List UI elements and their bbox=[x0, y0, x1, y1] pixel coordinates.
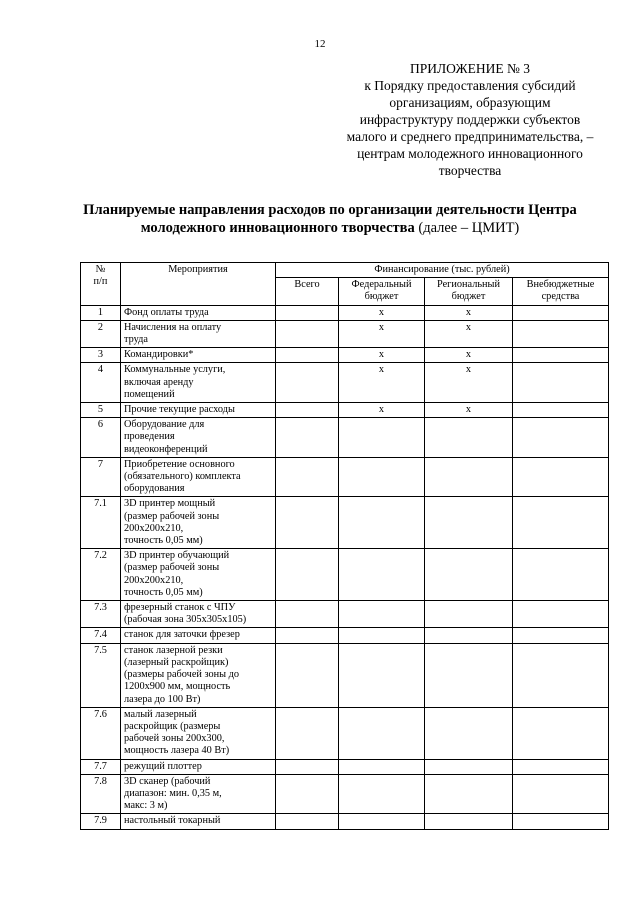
cell-federal bbox=[339, 497, 425, 549]
cell-total bbox=[276, 497, 339, 549]
cell-regional bbox=[425, 643, 513, 707]
activity-line: (лазерный раскройщик) bbox=[124, 656, 229, 668]
cell-extrabudget bbox=[513, 759, 609, 774]
cell-federal: х bbox=[339, 320, 425, 347]
row-activity bbox=[121, 549, 276, 601]
cell-total bbox=[276, 348, 339, 363]
page-number: 12 bbox=[314, 38, 326, 50]
cell-regional: х bbox=[425, 348, 513, 363]
header-regional-line: бюджет bbox=[451, 291, 486, 303]
cell-extrabudget bbox=[513, 774, 609, 814]
cell-federal: х bbox=[339, 348, 425, 363]
activity-line: (размер рабочей зоны bbox=[124, 562, 220, 574]
activity-line: Прочие текущие расходы bbox=[124, 404, 235, 416]
title-bold-line-2: молодежного инновационного творчества bbox=[140, 220, 415, 236]
cell-extrabudget bbox=[513, 348, 609, 363]
row-number: 7.1 bbox=[81, 497, 121, 549]
cell-extrabudget bbox=[513, 814, 609, 829]
appendix-line: ПРИЛОЖЕНИЕ № 3 bbox=[409, 61, 531, 76]
row-number: 4 bbox=[81, 363, 121, 403]
cell-regional bbox=[425, 549, 513, 601]
activity-line: 3D сканер (рабочий bbox=[124, 775, 211, 787]
cell-federal bbox=[339, 707, 425, 759]
appendix-line: к Порядку предоставления субсидий bbox=[364, 78, 576, 93]
cell-total bbox=[276, 759, 339, 774]
appendix-line: малого и среднего предпринимательства, – bbox=[346, 129, 594, 144]
activity-line: Приобретение основного bbox=[124, 458, 235, 470]
row-activity bbox=[121, 628, 276, 643]
cell-regional bbox=[425, 774, 513, 814]
activity-line: Командировки* bbox=[124, 349, 194, 361]
appendix-line: инфраструктуру поддержки субъектов bbox=[359, 112, 581, 127]
table-row bbox=[81, 601, 609, 628]
activity-line: точность 0,05 мм) bbox=[124, 586, 203, 598]
row-activity bbox=[121, 305, 276, 320]
cell-federal bbox=[339, 643, 425, 707]
header-financing: Финансирование (тыс. рублей) bbox=[276, 263, 609, 278]
cell-total bbox=[276, 457, 339, 497]
activity-line: (рабочая зона 305х305х105) bbox=[124, 614, 247, 626]
activity-line: проведения bbox=[124, 431, 175, 443]
cell-federal bbox=[339, 601, 425, 628]
row-activity bbox=[121, 814, 276, 829]
table-row bbox=[81, 549, 609, 601]
appendix-line: организациям, образующим bbox=[389, 95, 551, 110]
cell-extrabudget bbox=[513, 601, 609, 628]
cell-extrabudget bbox=[513, 363, 609, 403]
table-body bbox=[81, 305, 609, 829]
table-row bbox=[81, 497, 609, 549]
table-row bbox=[81, 774, 609, 814]
table-row bbox=[81, 643, 609, 707]
cell-federal: х bbox=[339, 305, 425, 320]
cell-extrabudget bbox=[513, 403, 609, 418]
header-regional bbox=[425, 278, 513, 305]
table-row bbox=[81, 759, 609, 774]
cell-total bbox=[276, 774, 339, 814]
row-activity bbox=[121, 774, 276, 814]
activity-line: малый лазерный bbox=[124, 708, 197, 720]
cell-total bbox=[276, 814, 339, 829]
header-extrabudget-line: Внебюджетные bbox=[526, 279, 595, 291]
activity-line: фрезерный станок с ЧПУ bbox=[124, 602, 236, 614]
activity-line: (размер рабочей зоны bbox=[124, 510, 220, 522]
cell-total bbox=[276, 601, 339, 628]
cell-extrabudget bbox=[513, 418, 609, 458]
title-bold-line-1: Планируемые направления расходов по организации деятельности Центра bbox=[83, 202, 577, 218]
table-row bbox=[81, 418, 609, 458]
table-row bbox=[81, 320, 609, 347]
table-row bbox=[81, 348, 609, 363]
table-row bbox=[81, 707, 609, 759]
cell-total bbox=[276, 643, 339, 707]
row-activity bbox=[121, 403, 276, 418]
cell-regional bbox=[425, 457, 513, 497]
title-suffix: (далее – ЦМИТ) bbox=[414, 220, 520, 236]
header-extrabudget-line: средства bbox=[541, 291, 580, 303]
activity-line: Начисления на оплату bbox=[124, 321, 222, 333]
row-number: 7.3 bbox=[81, 601, 121, 628]
cell-total bbox=[276, 320, 339, 347]
row-number: 7.8 bbox=[81, 774, 121, 814]
activity-line: станок для заточки фрезер bbox=[124, 629, 240, 641]
row-number: 7.2 bbox=[81, 549, 121, 601]
activity-line: раскройщик (размеры bbox=[124, 720, 221, 732]
row-activity bbox=[121, 363, 276, 403]
table-row bbox=[81, 305, 609, 320]
cell-total bbox=[276, 403, 339, 418]
activity-line: Фонд оплаты труда bbox=[124, 306, 209, 318]
cell-regional bbox=[425, 759, 513, 774]
table-row bbox=[81, 814, 609, 829]
row-activity bbox=[121, 320, 276, 347]
activity-line: точность 0,05 мм) bbox=[124, 535, 203, 547]
activity-line: 1200х900 мм, мощность bbox=[124, 681, 231, 693]
cell-regional: х bbox=[425, 363, 513, 403]
cell-federal bbox=[339, 549, 425, 601]
activity-line: 200х200х210, bbox=[124, 522, 184, 534]
cell-federal bbox=[339, 774, 425, 814]
activity-line: Оборудование для bbox=[124, 419, 205, 431]
activity-line: мощность лазера 40 Вт) bbox=[124, 745, 230, 757]
activity-line: (размеры рабочей зоны до bbox=[124, 669, 240, 681]
activity-line: настольный токарный bbox=[124, 815, 221, 827]
row-activity bbox=[121, 601, 276, 628]
activity-line: режущий плоттер bbox=[124, 760, 202, 772]
row-number: 7.5 bbox=[81, 643, 121, 707]
cell-extrabudget bbox=[513, 643, 609, 707]
row-activity bbox=[121, 707, 276, 759]
cell-federal bbox=[339, 418, 425, 458]
cell-extrabudget bbox=[513, 457, 609, 497]
row-activity bbox=[121, 497, 276, 549]
activity-line: 3D принтер мощный bbox=[124, 498, 216, 510]
row-number: 7.9 bbox=[81, 814, 121, 829]
cell-total bbox=[276, 305, 339, 320]
activity-line: оборудования bbox=[124, 483, 185, 495]
activity-line: видеоконференций bbox=[124, 443, 208, 455]
cell-federal bbox=[339, 457, 425, 497]
document-title bbox=[60, 201, 600, 237]
activity-line: лазера до 100 Вт) bbox=[124, 693, 201, 705]
activity-line: (обязательного) комплекта bbox=[124, 471, 241, 483]
cell-extrabudget bbox=[513, 628, 609, 643]
appendix-line: творчества bbox=[438, 163, 502, 178]
cell-regional bbox=[425, 814, 513, 829]
activity-line: Коммунальные услуги, bbox=[124, 364, 226, 376]
cell-extrabudget bbox=[513, 549, 609, 601]
row-number: 7 bbox=[81, 457, 121, 497]
table-row bbox=[81, 628, 609, 643]
activity-line: 3D принтер обучающий bbox=[124, 550, 230, 562]
row-number: 5 bbox=[81, 403, 121, 418]
header-federal-line: Федеральный bbox=[351, 279, 412, 291]
header-total: Всего bbox=[276, 278, 339, 305]
row-activity bbox=[121, 348, 276, 363]
cell-extrabudget bbox=[513, 320, 609, 347]
header-num bbox=[81, 263, 121, 306]
row-number: 3 bbox=[81, 348, 121, 363]
activity-line: труда bbox=[124, 334, 148, 346]
cell-regional bbox=[425, 628, 513, 643]
activity-line: включая аренду bbox=[124, 376, 194, 388]
header-regional-line: Региональный bbox=[437, 279, 500, 291]
table-row bbox=[81, 403, 609, 418]
cell-regional: х bbox=[425, 305, 513, 320]
table-row bbox=[81, 457, 609, 497]
activity-line: помещений bbox=[124, 388, 175, 400]
cell-regional bbox=[425, 707, 513, 759]
header-extrabudget bbox=[513, 278, 609, 305]
row-number: 7.6 bbox=[81, 707, 121, 759]
activity-line: диапазон: мин. 0,35 м, bbox=[124, 787, 222, 799]
cell-total bbox=[276, 418, 339, 458]
activity-line: станок лазерной резки bbox=[124, 644, 223, 656]
cell-total bbox=[276, 707, 339, 759]
cell-federal: х bbox=[339, 363, 425, 403]
header-federal-line: бюджет bbox=[364, 291, 399, 303]
cell-federal bbox=[339, 759, 425, 774]
row-activity bbox=[121, 457, 276, 497]
expenses-table bbox=[80, 262, 609, 830]
header-federal bbox=[339, 278, 425, 305]
cell-regional bbox=[425, 418, 513, 458]
header-activity: Мероприятия bbox=[121, 263, 276, 306]
activity-line: рабочей зоны 200х300, bbox=[124, 733, 225, 745]
header-num-line: № bbox=[95, 264, 106, 275]
activity-line: макс: 3 м) bbox=[124, 800, 168, 812]
activity-line: 200х200х210, bbox=[124, 574, 184, 586]
cell-federal bbox=[339, 628, 425, 643]
table-row bbox=[81, 363, 609, 403]
row-number: 2 bbox=[81, 320, 121, 347]
cell-total bbox=[276, 549, 339, 601]
cell-regional: х bbox=[425, 403, 513, 418]
row-activity bbox=[121, 643, 276, 707]
row-number: 7.7 bbox=[81, 759, 121, 774]
cell-regional bbox=[425, 601, 513, 628]
header-num-line: п/п bbox=[93, 276, 108, 288]
row-number: 7.4 bbox=[81, 628, 121, 643]
row-activity bbox=[121, 759, 276, 774]
cell-federal: х bbox=[339, 403, 425, 418]
appendix-line: центрам молодежного инновационного bbox=[357, 146, 583, 161]
row-activity bbox=[121, 418, 276, 458]
cell-regional: х bbox=[425, 320, 513, 347]
row-number: 6 bbox=[81, 418, 121, 458]
cell-extrabudget bbox=[513, 707, 609, 759]
cell-regional bbox=[425, 497, 513, 549]
appendix-block bbox=[320, 60, 620, 179]
cell-total bbox=[276, 628, 339, 643]
cell-extrabudget bbox=[513, 305, 609, 320]
cell-extrabudget bbox=[513, 497, 609, 549]
row-number: 1 bbox=[81, 305, 121, 320]
cell-federal bbox=[339, 814, 425, 829]
cell-total bbox=[276, 363, 339, 403]
